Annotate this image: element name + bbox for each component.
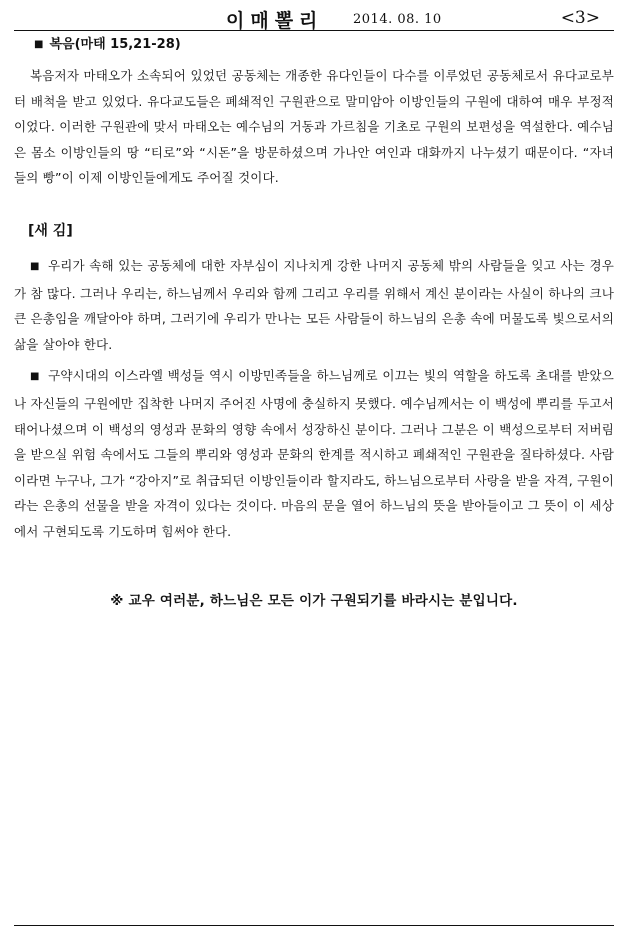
gospel-heading xyxy=(34,34,614,57)
main-content xyxy=(14,34,614,609)
gospel-heading-text: 복음(마태 15,21-28) xyxy=(49,37,181,52)
header-divider xyxy=(14,30,614,31)
bulletin-date: 2014. 08. 10 xyxy=(353,12,442,27)
footer-divider xyxy=(14,925,614,926)
page-number: <3> xyxy=(560,8,600,28)
reflection-item xyxy=(14,363,614,544)
reflection-item-text: 구약시대의 이스라엘 백성들 역시 이방민족들을 하느님께로 이끄는 빛의 역할을 하도록 초대를 받았으나 자신들의 구원에만 집착한 나머지 주어진 사명에 충실하지 못했다. 예수님께서는 이 백성에 뿌리를 두고서 태어나셨으며 이 백성의 영성과 문화의 영향 속에서 성장하신 분이다. 그러나 그분은 이 백성으로부터 저버림을 받으실 위험 속에서도 그들의 뿌리와 영성과 문화의 한계를 적시하고 폐쇄적인 구원관을 질타하셨다. 사람이라면 누구나, 그가 “강아지”로 취급되던 이방인들이라 할지라도, 하느님으로부터 사랑을 받을 자격, 구원이라는 은총의 선물을 받을 자격이 있다는 것이다. 마음의 문을 열어 하느님의 뜻을 받아들이고 그 뜻이 이 세상에서 구현되도록 기도하며 힘써야 한다. xyxy=(14,368,614,539)
reflection-item xyxy=(14,253,614,357)
square-bullet-icon: ■ xyxy=(30,371,41,383)
closing-message: ※ 교우 여러분, 하느님은 모든 이가 구원되기를 바라시는 분입니다. xyxy=(110,592,518,609)
reflection-item-text: 우리가 속해 있는 공동체에 대한 자부심이 지나치게 강한 나머지 공동체 밖의 사람들을 잊고 사는 경우가 참 많다. 그러나 우리는, 하느님께서 우리와 함께 그리고 우리를 위해서 계신 분이라는 사실이 하나의 크나큰 은총임을 깨달아야 하며, 그러기에 우리가 만나는 모든 사람들이 하느님의 은총 속에 머물도록 빛으로서의 삶을 살아야 한다. xyxy=(14,257,614,352)
square-bullet-icon: ■ xyxy=(34,39,44,50)
bulletin-title: 이매뽈리 xyxy=(226,10,324,32)
reflection-title: [새 김] xyxy=(28,222,73,239)
square-bullet-icon: ■ xyxy=(30,260,40,272)
gospel-paragraph: 복음저자 마태오가 소속되어 있었던 공동체는 개종한 유다인들이 다수를 이루었던 공동체로서 유다교로부터 배척을 받고 있었다. 유다교도들은 폐쇄적인 구원관으로 말미암아 이방인들의 구원에 대하여 매우 부정적이었다. 이러한 구원관에 맞서 마태오는 예수님의 거동과 가르침을 기초로 구원의 보편성을 역설한다. 예수님은 몸소 이방인들의 땅 “티로”와 “시돈”을 방문하셨으며 가나안 여인과 대화까지 나누셨기 때문이다. “자녀들의 빵”이 이제 이방인들에게도 주어질 것이다. xyxy=(14,68,614,186)
